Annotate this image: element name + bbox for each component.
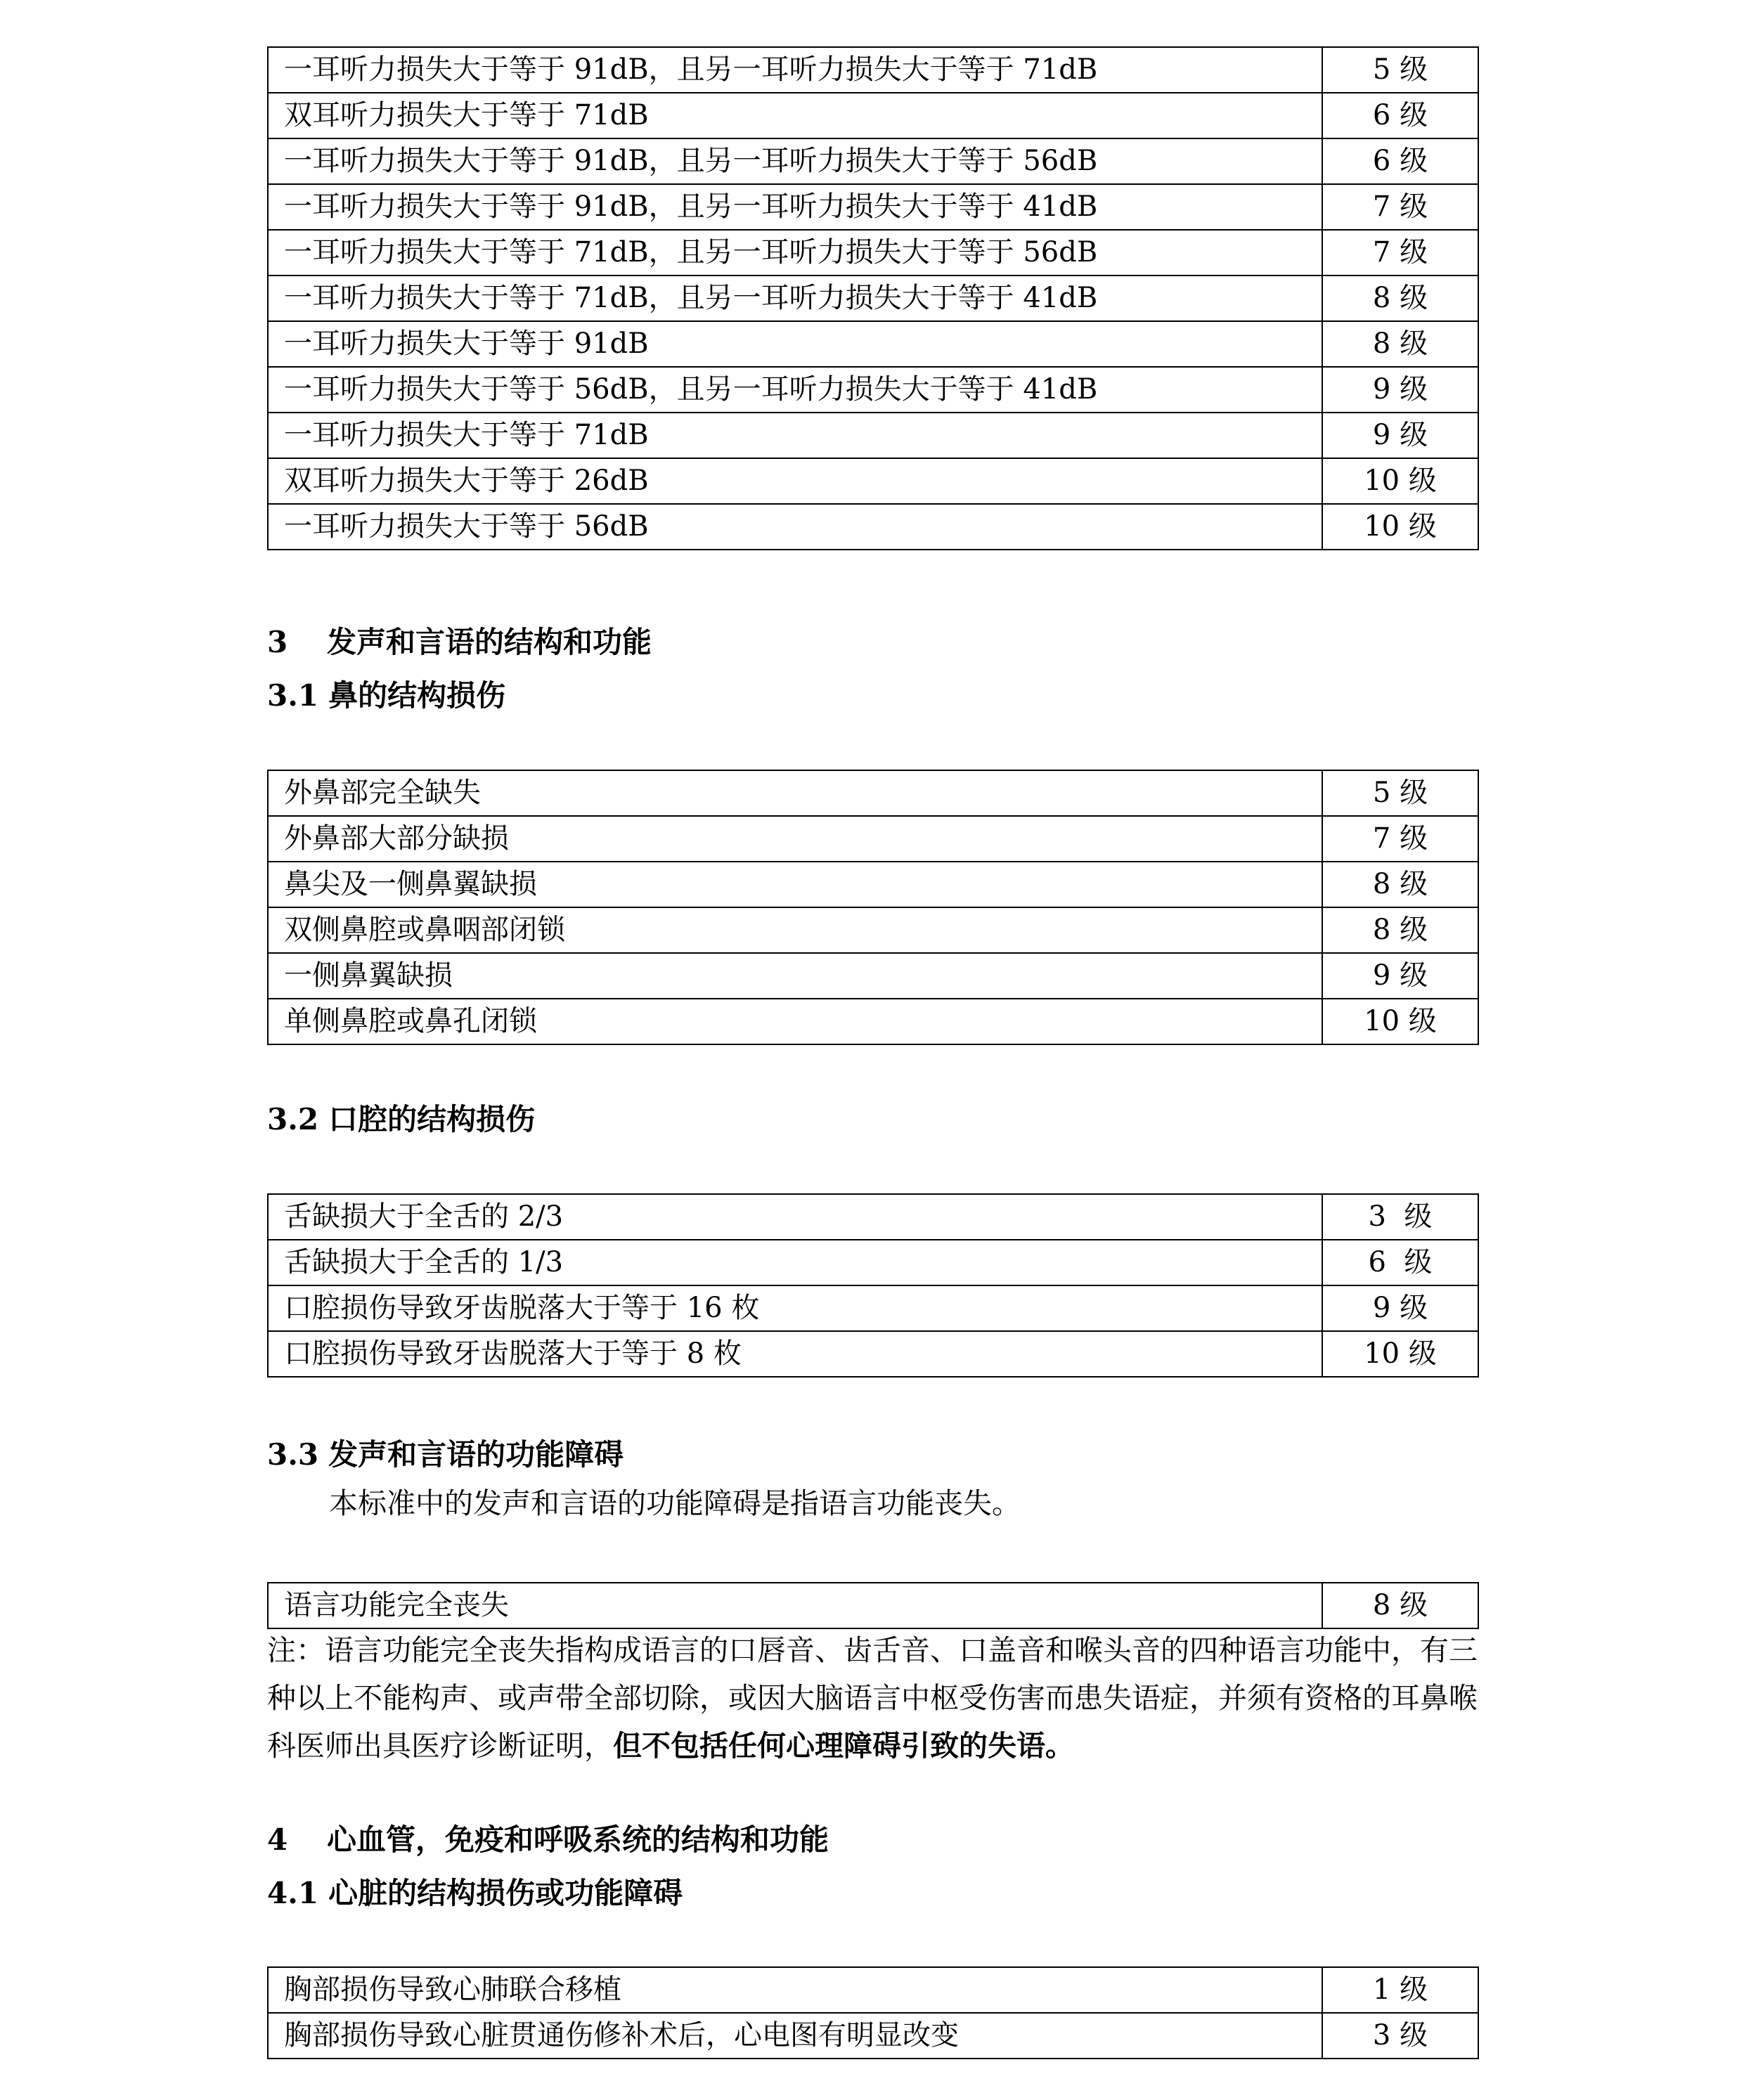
- row-description: 双耳听力损失大于等于 26dB: [268, 458, 1322, 504]
- row-description: 一耳听力损失大于等于 56dB，且另一耳听力损失大于等于 41dB: [268, 367, 1322, 413]
- table-row: [268, 1240, 1478, 1285]
- row-grade: 6 级: [1322, 93, 1478, 138]
- table-row: [268, 367, 1478, 413]
- hearing-table: [267, 46, 1479, 550]
- row-description: 口腔损伤导致牙齿脱落大于等于 16 枚: [268, 1285, 1322, 1331]
- table-row: [268, 1194, 1478, 1240]
- speech-table: [267, 1582, 1479, 1629]
- subsection-heading: [267, 675, 505, 717]
- row-description: 一耳听力损失大于等于 71dB: [268, 413, 1322, 458]
- row-description: 双侧鼻腔或鼻咽部闭锁: [268, 907, 1322, 953]
- row-grade: 7 级: [1322, 230, 1478, 276]
- row-description: 双耳听力损失大于等于 71dB: [268, 93, 1322, 138]
- section-number: 3.3: [267, 1437, 319, 1472]
- row-grade: 6 级: [1322, 138, 1478, 184]
- table-row: [268, 1583, 1478, 1628]
- row-grade: 3 级: [1322, 2013, 1478, 2059]
- nose-table: [267, 770, 1479, 1045]
- table-row: [268, 1285, 1478, 1331]
- section-title: 心血管，免疫和呼吸系统的结构和功能: [327, 1822, 829, 1857]
- row-description: 外鼻部大部分缺损: [268, 816, 1322, 862]
- row-description: 一耳听力损失大于等于 91dB，且另一耳听力损失大于等于 41dB: [268, 184, 1322, 230]
- row-description: 一耳听力损失大于等于 91dB: [268, 321, 1322, 367]
- row-grade: 6 级: [1322, 1240, 1478, 1285]
- table-row: [268, 999, 1478, 1044]
- row-grade: 9 级: [1322, 413, 1478, 458]
- row-description: 一耳听力损失大于等于 91dB，且另一耳听力损失大于等于 71dB: [268, 47, 1322, 93]
- section-number: 3.2: [267, 1102, 319, 1136]
- table-row: [268, 184, 1478, 230]
- table-row: [268, 862, 1478, 907]
- subsection-heading: [267, 1098, 535, 1141]
- row-description: 胸部损伤导致心肺联合移植: [268, 1967, 1322, 2013]
- section-title: 发声和言语的结构和功能: [327, 625, 652, 659]
- row-grade: 5 级: [1322, 47, 1478, 93]
- row-description: 单侧鼻腔或鼻孔闭锁: [268, 999, 1322, 1044]
- row-grade: 8 级: [1322, 907, 1478, 953]
- table-row: [268, 1967, 1478, 2013]
- row-description: 外鼻部完全缺失: [268, 770, 1322, 816]
- row-grade: 10 级: [1322, 504, 1478, 550]
- row-description: 鼻尖及一侧鼻翼缺损: [268, 862, 1322, 907]
- row-grade: 7 级: [1322, 816, 1478, 862]
- table-row: [268, 770, 1478, 816]
- section-title: 鼻的结构损伤: [328, 678, 506, 713]
- row-description: 口腔损伤导致牙齿脱落大于等于 8 枚: [268, 1331, 1322, 1377]
- table-row: [268, 413, 1478, 458]
- row-description: 一耳听力损失大于等于 71dB，且另一耳听力损失大于等于 41dB: [268, 276, 1322, 321]
- row-grade: 9 级: [1322, 953, 1478, 999]
- section-intro-text: 本标准中的发声和言语的功能障碍是指语言功能丧失。: [329, 1486, 1021, 1520]
- section-number: 4: [267, 1822, 288, 1857]
- row-description: 一侧鼻翼缺损: [268, 953, 1322, 999]
- row-grade: 3 级: [1322, 1194, 1478, 1240]
- section-title: 口腔的结构损伤: [328, 1102, 536, 1136]
- row-description: 一耳听力损失大于等于 71dB，且另一耳听力损失大于等于 56dB: [268, 230, 1322, 276]
- section-number: 4.1: [267, 1876, 319, 1910]
- subsection-heading: [267, 1434, 624, 1476]
- table-row: [268, 321, 1478, 367]
- table-row: [268, 276, 1478, 321]
- note-text: 注：语言功能完全丧失指构成语言的口唇音、齿舌音、口盖音和喉头音的四种语言功能中，有三种以上不能构声、或声带全部切除，或因大脑语言中枢受伤害而患失语症，并须有资格的耳鼻喉科医师出具医疗诊断证明，: [267, 1633, 1478, 1763]
- table-row: [268, 2013, 1478, 2059]
- row-grade: 1 级: [1322, 1967, 1478, 2013]
- row-grade: 10 级: [1322, 458, 1478, 504]
- note-paragraph: [267, 1626, 1479, 1770]
- table-row: [268, 138, 1478, 184]
- table-row: [268, 458, 1478, 504]
- section-title: 心脏的结构损伤或功能障碍: [328, 1876, 683, 1910]
- section-heading: [267, 1819, 829, 1861]
- table-row: [268, 47, 1478, 93]
- section-heading: [267, 621, 652, 663]
- mouth-table: [267, 1193, 1479, 1378]
- row-description: 语言功能完全丧失: [268, 1583, 1322, 1628]
- row-grade: 10 级: [1322, 999, 1478, 1044]
- table-row: [268, 953, 1478, 999]
- table-row: [268, 1331, 1478, 1377]
- row-description: 一耳听力损失大于等于 91dB，且另一耳听力损失大于等于 56dB: [268, 138, 1322, 184]
- section-number: 3: [267, 625, 288, 659]
- section-title: 发声和言语的功能障碍: [328, 1437, 624, 1472]
- row-grade: 8 级: [1322, 862, 1478, 907]
- row-grade: 8 级: [1322, 321, 1478, 367]
- table-row: [268, 504, 1478, 550]
- row-grade: 8 级: [1322, 1583, 1478, 1628]
- row-description: 一耳听力损失大于等于 56dB: [268, 504, 1322, 550]
- note-emphasis: 但不包括任何心理障碍引致的失语。: [613, 1729, 1074, 1763]
- heart-table: [267, 1966, 1479, 2059]
- section-number: 3.1: [267, 678, 319, 713]
- table-row: [268, 93, 1478, 138]
- row-grade: 8 级: [1322, 276, 1478, 321]
- table-row: [268, 907, 1478, 953]
- row-grade: 10 级: [1322, 1331, 1478, 1377]
- row-grade: 9 级: [1322, 1285, 1478, 1331]
- subsection-heading: [267, 1872, 683, 1914]
- table-row: [268, 230, 1478, 276]
- table-row: [268, 816, 1478, 862]
- row-description: 舌缺损大于全舌的 2/3: [268, 1194, 1322, 1240]
- row-grade: 7 级: [1322, 184, 1478, 230]
- row-description: 胸部损伤导致心脏贯通伤修补术后，心电图有明显改变: [268, 2013, 1322, 2059]
- row-description: 舌缺损大于全舌的 1/3: [268, 1240, 1322, 1285]
- row-grade: 9 级: [1322, 367, 1478, 413]
- row-grade: 5 级: [1322, 770, 1478, 816]
